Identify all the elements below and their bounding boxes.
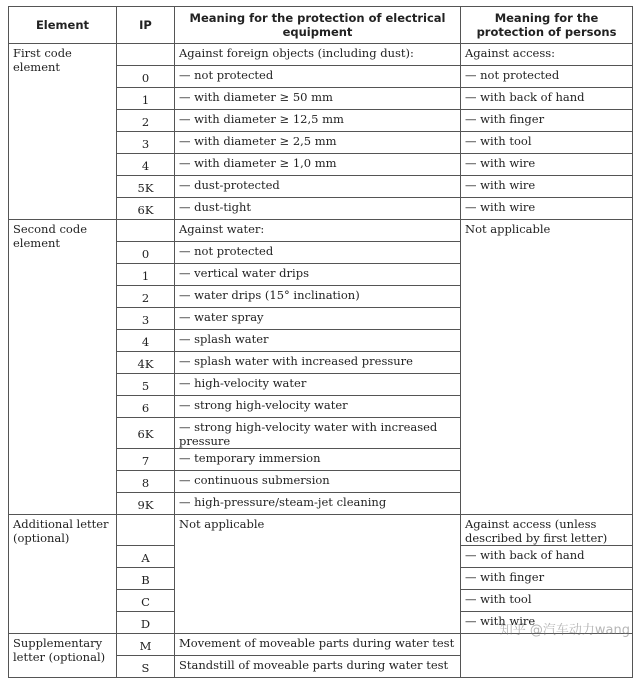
- additional-persons-header: Against access (unless described by first letter): [461, 515, 633, 546]
- persons-meaning: — with finger: [461, 568, 633, 590]
- ip-code: C: [117, 590, 175, 612]
- eq-meaning: — dust-tight: [175, 198, 461, 220]
- eq-meaning: — strong high-velocity water: [175, 396, 461, 418]
- persons-meaning: — with tool: [461, 590, 633, 612]
- eq-meaning: — not protected: [175, 242, 461, 264]
- table-row: [9, 220, 633, 242]
- persons-meaning: — with tool: [461, 132, 633, 154]
- eq-meaning: — strong high-velocity water with increased pressure: [175, 418, 461, 449]
- first-code-element-label: First code element: [9, 44, 117, 220]
- ip-cell-empty: [117, 515, 175, 546]
- ip-code: 9K: [117, 493, 175, 515]
- eq-meaning: — vertical water drips: [175, 264, 461, 286]
- ip-code: S: [117, 656, 175, 678]
- eq-meaning: — high-pressure/steam-jet cleaning: [175, 493, 461, 515]
- first-persons-header: Against access:: [461, 44, 633, 66]
- ip-code: A: [117, 546, 175, 568]
- supplementary-persons-empty: [461, 634, 633, 678]
- eq-meaning: — water drips (15° inclination): [175, 286, 461, 308]
- second-eq-header: Against water:: [175, 220, 461, 242]
- persons-meaning: — with wire: [461, 176, 633, 198]
- persons-meaning: — with back of hand: [461, 546, 633, 568]
- eq-meaning: — with diameter ≥ 2,5 mm: [175, 132, 461, 154]
- ip-code: 2: [117, 286, 175, 308]
- persons-meaning: — with wire: [461, 154, 633, 176]
- eq-meaning: Movement of moveable parts during water test: [175, 634, 461, 656]
- ip-code: 2: [117, 110, 175, 132]
- ip-code: B: [117, 568, 175, 590]
- ip-code: M: [117, 634, 175, 656]
- ip-code: 4: [117, 154, 175, 176]
- ip-code: 4: [117, 330, 175, 352]
- ip-code: 3: [117, 132, 175, 154]
- watermark: 知乎 @汽车动力wang: [499, 623, 630, 638]
- eq-meaning: — not protected: [175, 66, 461, 88]
- ip-code: D: [117, 612, 175, 634]
- additional-eq-not-applicable: Not applicable: [175, 515, 461, 634]
- ip-code: 7: [117, 449, 175, 471]
- ip-code: 0: [117, 242, 175, 264]
- ip-code: 6: [117, 396, 175, 418]
- eq-meaning: — with diameter ≥ 1,0 mm: [175, 154, 461, 176]
- eq-meaning: — high-velocity water: [175, 374, 461, 396]
- ip-code: 0: [117, 66, 175, 88]
- ip-code: 1: [117, 88, 175, 110]
- table-header-row: [9, 7, 633, 44]
- persons-meaning: — with back of hand: [461, 88, 633, 110]
- eq-meaning: — temporary immersion: [175, 449, 461, 471]
- eq-meaning: — water spray: [175, 308, 461, 330]
- eq-meaning: — splash water: [175, 330, 461, 352]
- eq-meaning: — splash water with increased pressure: [175, 352, 461, 374]
- ip-code: 4K: [117, 352, 175, 374]
- eq-meaning: — with diameter ≥ 50 mm: [175, 88, 461, 110]
- ip-code: 5: [117, 374, 175, 396]
- second-persons-not-applicable: Not applicable: [461, 220, 633, 515]
- header-ip: IP: [117, 7, 175, 44]
- table-row: [9, 515, 633, 546]
- second-code-element-label: Second code element: [9, 220, 117, 515]
- persons-meaning: — not protected: [461, 66, 633, 88]
- persons-meaning: — with wire: [461, 612, 633, 634]
- header-meaning-equipment: Meaning for the protection of electrical equipment: [175, 7, 461, 44]
- table-row: [9, 44, 633, 66]
- ip-code: 3: [117, 308, 175, 330]
- ip-code: 6K: [117, 418, 175, 449]
- eq-meaning: — continuous submersion: [175, 471, 461, 493]
- ip-code: 8: [117, 471, 175, 493]
- persons-meaning: — with wire: [461, 198, 633, 220]
- header-meaning-persons: Meaning for the protection of persons: [461, 7, 633, 44]
- eq-meaning: — dust-protected: [175, 176, 461, 198]
- ip-cell-empty: [117, 220, 175, 242]
- ip-code-table: [8, 6, 633, 678]
- ip-code: 1: [117, 264, 175, 286]
- persons-meaning: — with finger: [461, 110, 633, 132]
- supplementary-letter-label: Supplementary letter (optional): [9, 634, 117, 678]
- eq-meaning: Standstill of moveable parts during water test: [175, 656, 461, 678]
- ip-code: 5K: [117, 176, 175, 198]
- header-element: Element: [9, 7, 117, 44]
- first-eq-header: Against foreign objects (including dust):: [175, 44, 461, 66]
- additional-letter-label: Additional letter (optional): [9, 515, 117, 634]
- ip-cell-empty: [117, 44, 175, 66]
- ip-code: 6K: [117, 198, 175, 220]
- eq-meaning: — with diameter ≥ 12,5 mm: [175, 110, 461, 132]
